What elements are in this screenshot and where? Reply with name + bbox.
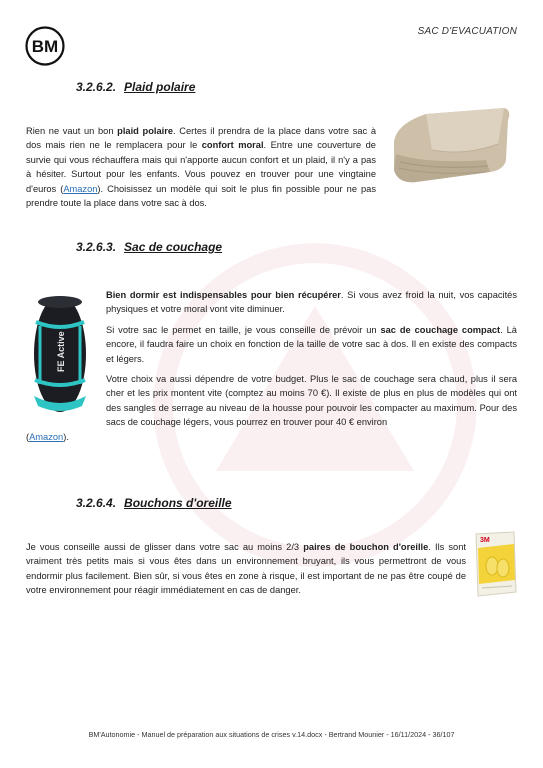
logo-text: BM <box>31 37 59 56</box>
text-run: . Ils sont vraiment très petits mais si vous êtes dans un environnement bruyant, ils vous permettront de vous endormir plus facilement. Bien sûr, si vous êtes en zone à risque, il est important de ne pas être coupé de votre environnement pour réagir immédiatement en cas de danger. <box>26 542 466 596</box>
text-run: . Entre une couverture de survie qui vous réchauffera mais qui n'apporte aucun confort et un plaid, il n'y a pas à hésiter. Surtout pour les enfants. Vous pouvez en trouver pour une vingtaine d'euros ( <box>26 140 376 194</box>
section-title-text: Plaid polaire <box>124 80 196 94</box>
text-run: Si votre sac le permet en taille, je vous conseille de prévoir un <box>106 324 381 335</box>
bold-text: sac de couchage compact <box>380 324 501 335</box>
bold-text: paires de bouchon d'oreille <box>303 542 429 552</box>
text-run: Votre choix va aussi dépendre de votre budget. Plus le sac de couchage sera chaud, plus il sera cher et les prix montent vite (comptez au moins 70 €). Il existe de plus en plus de modèles qui ont des sangles de serrage au niveau de la housse pour pouvoir les compacter au maximum. Pour des sacs de couchage légers, vous pourrez en trouver pour 40 € environ <box>106 374 517 428</box>
paragraph <box>26 124 376 210</box>
section-body-sleeping-bag <box>106 288 517 430</box>
amazon-link[interactable]: Amazon <box>63 183 98 194</box>
bm-logo <box>25 26 65 66</box>
earplugs-brand: 3M <box>480 537 490 544</box>
text-run: Je vous conseille aussi de glisser dans votre sac au moins 2/3 <box>26 542 304 552</box>
amazon-link[interactable]: Amazon <box>29 432 64 442</box>
paragraph <box>26 540 466 598</box>
section-number: 3.2.6.2. <box>76 80 117 94</box>
section-heading-earplugs <box>76 496 232 510</box>
paragraph <box>26 430 226 444</box>
section-body-earplugs <box>26 540 466 598</box>
paragraph <box>106 323 517 366</box>
sleeping-bag-image <box>30 292 90 416</box>
section-body-plaid <box>26 124 376 210</box>
text-run: . Certes il prendra de la place dans votre sac à dos mais rien ne le remplacera pour le <box>26 126 376 151</box>
text-run: ). Choisissez un modèle qui soit le plus fin possible pour ne pas prendre toute la place dans votre sac à dos. <box>26 183 376 209</box>
page-footer: BM'Autonomie - Manuel de préparation aux situations de crises v.14.docx - Bertrand Mounier - 16/11/2024 - 36/107 <box>88 730 455 739</box>
section-title-text: Sac de couchage <box>124 240 223 254</box>
earplugs-package-image <box>472 528 518 600</box>
text-run: . Là encore, il faudra faire un choix en fonction de la taille de votre sac à dos. Il en existe des compacts et légers. <box>106 324 517 364</box>
sleeping-bag-link-line <box>26 430 226 444</box>
sleeping-bag-brand: FE Active <box>56 331 66 372</box>
paragraph <box>106 288 517 317</box>
text-run: ). <box>63 432 69 442</box>
section-title-text: Bouchons d'oreille <box>124 496 232 510</box>
section-number: 3.2.6.3. <box>76 240 117 254</box>
text-run: ( <box>26 432 30 442</box>
fleece-blanket-image <box>386 104 514 186</box>
section-heading-sleeping-bag <box>76 240 222 254</box>
text-run: . Si vous avez froid la nuit, vos capacités physiques et votre moral vont vite diminuer. <box>106 290 517 315</box>
section-heading-plaid <box>76 80 195 94</box>
text-run: Rien ne vaut un bon <box>26 126 118 136</box>
header-section-title: SAC D'EVACUATION <box>417 26 517 37</box>
bold-text: confort moral <box>201 140 264 151</box>
paragraph <box>106 372 517 430</box>
bold-text: Bien dormir est indispensables pour bien récupérer <box>106 290 341 300</box>
bold-text: plaid polaire <box>117 126 174 136</box>
section-number: 3.2.6.4. <box>76 496 117 510</box>
